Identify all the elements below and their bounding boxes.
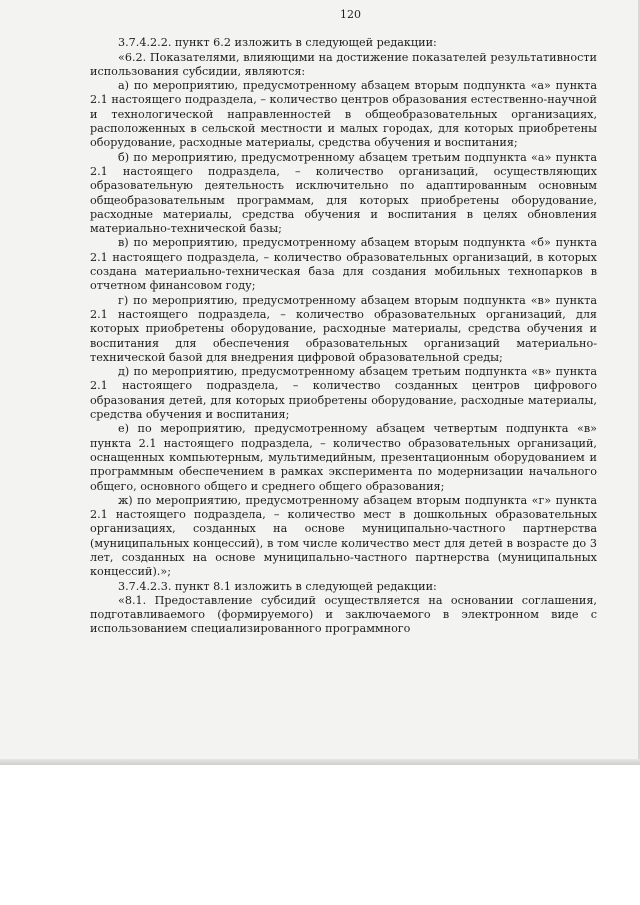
paragraph-8-1: «8.1. Предоставление субсидий осуществляется на основании соглашения, подготавливаемого (формируемого) и заключаемого в электронном виде с использованием специализированного программного bbox=[90, 593, 597, 636]
paragraph-item-zh: ж) по мероприятию, предусмотренному абзацем вторым подпункта «г» пункта 2.1 настоящего подраздела, – количество мест в дошкольных образовательных организациях, созданных на основе муниципально-частного партнерства (муниципальных концессий), в том числе количество мест для детей в возрасте до 3 лет, созданных на основе муниципально-частного партнерства (муниципальных концессий).»; bbox=[90, 493, 597, 579]
paragraph-item-b: б) по мероприятию, предусмотренному абзацем третьим подпункта «а» пункта 2.1 настоящего подраздела, – количество организаций, осуществляющих образовательную деятельность исключительно по адаптированным основным общеобразовательным программам, для которых приобретены оборудование, расходные материалы, средства обучения и воспитания в целях обновления материально-технической базы; bbox=[90, 150, 597, 236]
paragraph-3-7-4-2-3: 3.7.4.2.3. пункт 8.1 изложить в следующей редакции: bbox=[118, 579, 437, 593]
paragraph-item-e: е) по мероприятию, предусмотренному абзацем четвертым подпункта «в» пункта 2.1 настоящего подраздела, – количество образовательных организаций, оснащенных компьютерным, мультимедийным, презентационным оборудованием и программным обеспечением в рамках эксперимента по модернизации начального общего, основного общего и среднего общего образования; bbox=[90, 422, 597, 493]
page-number: 120 bbox=[340, 8, 361, 21]
paragraph-6-2: «6.2. Показателями, влияющими на достижение показателей результативности использования субсидии, являются: bbox=[90, 50, 597, 78]
paragraph-item-d: д) по мероприятию, предусмотренному абзацем третьим подпункта «в» пункта 2.1 настоящего подраздела, – количество созданных центров цифрового образования детей, для которых приобретены оборудование, расходные материалы, средства обучения и воспитания; bbox=[90, 365, 597, 422]
paragraph-3-7-4-2-2: 3.7.4.2.2. пункт 6.2 изложить в следующей редакции: bbox=[118, 36, 437, 50]
paragraph-item-g: г) по мероприятию, предусмотренному абзацем вторым подпункта «в» пункта 2.1 настоящего подраздела, – количество образовательных организаций, для которых приобретены оборудование, расходные материалы, средства обучения и воспитания для обеспечения образовательных организаций материально-технической базой для внедрения цифровой образовательной среды; bbox=[90, 293, 597, 364]
document-text bbox=[90, 8, 597, 637]
paragraph-item-v: в) по мероприятию, предусмотренному абзацем вторым подпункта «б» пункта 2.1 настоящего подраздела, – количество образовательных организаций, в которых создана материально-техническая база для создания мобильных технопарков в отчетном финансовом году; bbox=[90, 236, 597, 293]
paragraph-item-a: а) по мероприятию, предусмотренному абзацем вторым подпункта «а» пункта 2.1 настоящего подраздела, – количество центров образования естественно-научной и технологической направленностей в общеобразовательных организациях, расположенных в сельской местности и малых городах, для которых приобретены оборудование, расходные материалы, средства обучения и воспитания; bbox=[90, 79, 597, 150]
